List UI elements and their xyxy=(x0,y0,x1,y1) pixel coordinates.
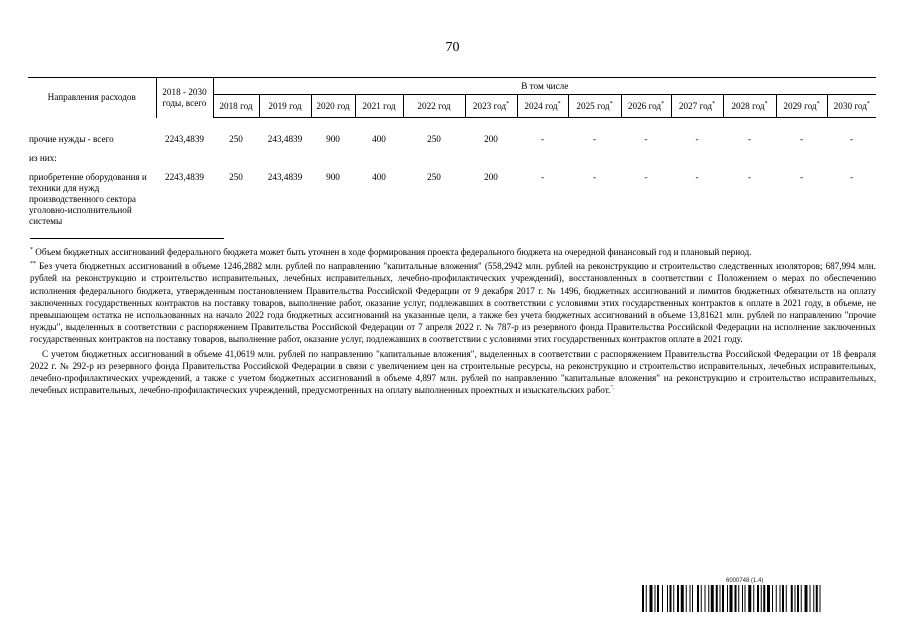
row-label: приобретение оборудования и техники для нужд производственного сектора уголовно-исполнительной системы xyxy=(29,172,147,227)
row-year-value: - xyxy=(644,134,648,144)
row-year-value: - xyxy=(540,172,545,183)
row-year-value: - xyxy=(592,172,597,183)
row-year-value: - xyxy=(799,172,804,183)
row-year-value: 243,4839 xyxy=(267,134,303,144)
row-year-value: 900 xyxy=(326,134,340,144)
header-total: 2018 - 2030 годы, всего xyxy=(156,78,213,118)
row-total: 2243,4839 xyxy=(164,172,205,183)
row-year-value: 200 xyxy=(484,134,498,144)
table-row xyxy=(28,151,876,170)
year-label: 2018 год xyxy=(219,100,253,111)
row-year-value: - xyxy=(695,172,699,183)
footnote-3 xyxy=(30,348,876,397)
barcode-bar xyxy=(735,585,737,612)
year-label: 2026 год xyxy=(627,100,662,111)
row-year-value: 243,4839 xyxy=(267,172,303,183)
footnote-2-text: Без учета бюджетных ассигнований в объеме 1246,2882 млн. рублей по направлению "капитальные вложения" (558,2942 млн. рублей на реконструкцию и строительство следственных изоляторов; 687,994 млн. рублей на реконструкцию и строительство исправительных, лечебных исправительных, лечебно-профилактических учреждений), восстановленных в соответствии с Положением о мерах по обеспечению исполнения федерального бюджета, утвержденным постановлением Правительства Российской Федерации от 9 декабря 2017 г. № 1496, бюджетных ассигнований и лимитов бюджетных обязательств на оплату заключенных государственных контрактов на поставку товаров, выполнение работ, оказание услуг, подлежавших в соответствии с условиями этих государственных контрактов к оплате в 2021 году, в объеме, не превышающем остатка не использованных на начало 2022 года бюджетных ассигнований на указанные цели, а также без учета бюджетных ассигнований в объеме 13,81621 млн. рублей по направлению "прочие нужды", выделенных в соответствии с распоряжением Правительства Российской Федерации от 7 апреля 2022 г. № 787-р из резервного фонда Правительства Российской Федерации на исполнение заключенных государственных контрактов на поставку товаров, выполнение работ, оказание услуг, подлежавших в соответствии с условиями этих государственных контрактов оплате в 2021 году. xyxy=(30,261,876,345)
year-header xyxy=(311,95,355,118)
barcode-bar xyxy=(711,585,714,612)
year-label: 2025 год xyxy=(576,100,610,111)
barcode-bar xyxy=(662,585,663,612)
barcode-bar xyxy=(708,585,709,612)
barcode-bar xyxy=(772,585,773,612)
year-header xyxy=(723,95,776,118)
barcode-bar xyxy=(748,585,751,612)
barcode xyxy=(642,585,876,612)
barcode-bar xyxy=(727,585,728,612)
page-number: 70 xyxy=(445,40,460,55)
barcode-bar xyxy=(701,585,702,612)
barcode-bar xyxy=(667,585,668,612)
barcode-bar xyxy=(795,585,796,612)
barcode-bar xyxy=(816,585,818,612)
barcode-bar xyxy=(673,585,674,612)
barcode-bar xyxy=(753,585,754,612)
barcode-bar xyxy=(681,585,684,612)
row-label: из них: xyxy=(29,153,57,164)
year-footnote-mark: * xyxy=(764,100,768,107)
row-year-value: 900 xyxy=(326,172,340,183)
barcode-bar xyxy=(776,585,777,612)
year-header xyxy=(568,95,621,118)
barcode-bar xyxy=(730,585,733,612)
barcode-bar xyxy=(742,585,743,612)
header-direction: Направления расходов xyxy=(28,78,156,118)
barcode-bar xyxy=(677,585,679,612)
row-year-value: 250 xyxy=(427,134,441,144)
row-year-value: - xyxy=(747,172,752,183)
footnotes xyxy=(30,246,876,398)
footnote-1-text: Объем бюджетных ассигнований федерального бюджета может быть уточнен в ходе формирования проекта федерального бюджета на очередной финансовый год и плановый период. xyxy=(35,247,752,257)
year-footnote-mark: * xyxy=(661,100,665,107)
barcode-bar xyxy=(650,585,653,612)
year-label: 2027 год xyxy=(678,100,713,111)
row-year-value: 250 xyxy=(229,134,243,144)
barcode-bar xyxy=(646,585,647,612)
year-header xyxy=(776,95,827,118)
year-header xyxy=(621,95,671,118)
row-empty-cells xyxy=(156,151,876,170)
year-header xyxy=(403,95,465,118)
row-year-value: - xyxy=(592,134,597,144)
year-label: 2030 год xyxy=(833,100,867,111)
year-label: 2024 год xyxy=(524,100,558,111)
barcode-bar xyxy=(720,585,721,612)
barcode-bar xyxy=(686,585,687,612)
table-row xyxy=(28,170,876,233)
table-body xyxy=(28,118,876,234)
year-footnote-mark: * xyxy=(609,100,613,107)
year-footnote-mark: * xyxy=(712,100,716,107)
barcode-bar xyxy=(786,585,787,612)
year-header xyxy=(355,95,403,118)
barcode-bar xyxy=(780,585,781,612)
row-year-value: 250 xyxy=(229,172,243,183)
row-year-value: 200 xyxy=(484,172,498,183)
row-year-value: 400 xyxy=(372,134,386,144)
year-footnote-mark: * xyxy=(816,100,820,107)
year-label: 2029 год xyxy=(783,100,817,111)
year-header xyxy=(259,95,311,118)
barcode-bar xyxy=(820,585,821,612)
row-year-value: - xyxy=(747,134,752,144)
year-footnote-mark: * xyxy=(557,100,561,107)
year-footnote-mark: * xyxy=(506,100,510,107)
barcode-bar xyxy=(797,585,799,612)
year-header xyxy=(671,95,723,118)
year-label: 2028 год xyxy=(731,100,765,111)
budget-table xyxy=(28,77,876,233)
year-label: 2023 год xyxy=(472,100,507,111)
row-year-value: 400 xyxy=(372,172,386,183)
row-year-value: 250 xyxy=(427,172,441,183)
row-year-value: - xyxy=(850,134,854,144)
year-label: 2019 год xyxy=(268,100,302,111)
footnote-3-text: С учетом бюджетных ассигнований в объеме 41,0619 млн. рублей по направлению "капитальные вложения", выделенных в соответствии с распоряжением Правительства Российской Федерации от 18 февраля 2022 г. № 292-р из резервного фонда Правительства Российской Федерации в связи с увеличением цен на строительные ресурсы, на реконструкцию и строительство исправительных, лечебных исправительных, лечебно-профилактических учреждений, а также с учетом бюджетных ассигнований в объеме 4,897 млн. рублей по направлению "капитальные вложения" на реконструкцию и строительство исправительных, лечебных исправительных, лечебно-профилактических учреждений, предусмотренных на оплату выполненных проектных и изыскательских работ. xyxy=(30,348,876,396)
barcode-bar xyxy=(705,585,706,612)
barcode-bar xyxy=(745,585,746,612)
year-header xyxy=(517,95,568,118)
footnote-1-mark: * xyxy=(30,246,33,253)
barcode-bar xyxy=(657,585,659,612)
barcode-bar xyxy=(767,585,770,612)
barcode-bar xyxy=(791,585,793,612)
barcode-bar xyxy=(690,585,691,612)
barcode-bar xyxy=(738,585,739,612)
row-year-value: - xyxy=(799,134,804,144)
row-year-value: - xyxy=(540,134,545,144)
row-year-value: - xyxy=(644,172,648,183)
barcode-bar xyxy=(801,585,802,612)
footnote-1 xyxy=(30,246,876,258)
barcode-bar xyxy=(761,585,762,612)
footnote-3-end: ". xyxy=(610,385,615,392)
barcode-bar xyxy=(655,585,656,612)
barcode-bar xyxy=(642,585,644,612)
year-header xyxy=(465,95,517,118)
year-label: 2022 год xyxy=(417,100,451,111)
barcode-bar xyxy=(716,585,718,612)
barcode-bar xyxy=(782,585,784,612)
barcode-bar xyxy=(757,585,759,612)
barcode-number: 6000748 (1.4) xyxy=(726,578,764,584)
footnote-2-mark: ** xyxy=(30,261,36,268)
barcode-bar xyxy=(813,585,814,612)
spacer-row xyxy=(28,118,876,133)
barcode-bar xyxy=(805,585,808,612)
barcode-bar xyxy=(697,585,699,612)
year-label: 2021 год xyxy=(362,100,396,111)
footnote-separator xyxy=(30,238,224,239)
year-header xyxy=(827,95,876,118)
year-label: 2020 год xyxy=(316,100,350,111)
year-header xyxy=(213,95,259,118)
barcode-bar xyxy=(722,585,724,612)
footnote-2 xyxy=(30,260,876,345)
barcode-bar xyxy=(810,585,811,612)
barcode-bar xyxy=(763,585,765,612)
barcode-bar xyxy=(692,585,693,612)
table-row xyxy=(28,132,876,151)
row-year-value: - xyxy=(695,134,699,144)
row-year-value: - xyxy=(850,172,854,183)
header-including: В том числе xyxy=(213,78,876,95)
row-total: 2243,4839 xyxy=(164,134,205,144)
row-label: прочие нужды - всего xyxy=(29,134,114,144)
year-footnote-mark: * xyxy=(866,100,870,107)
barcode-bar xyxy=(670,585,672,612)
